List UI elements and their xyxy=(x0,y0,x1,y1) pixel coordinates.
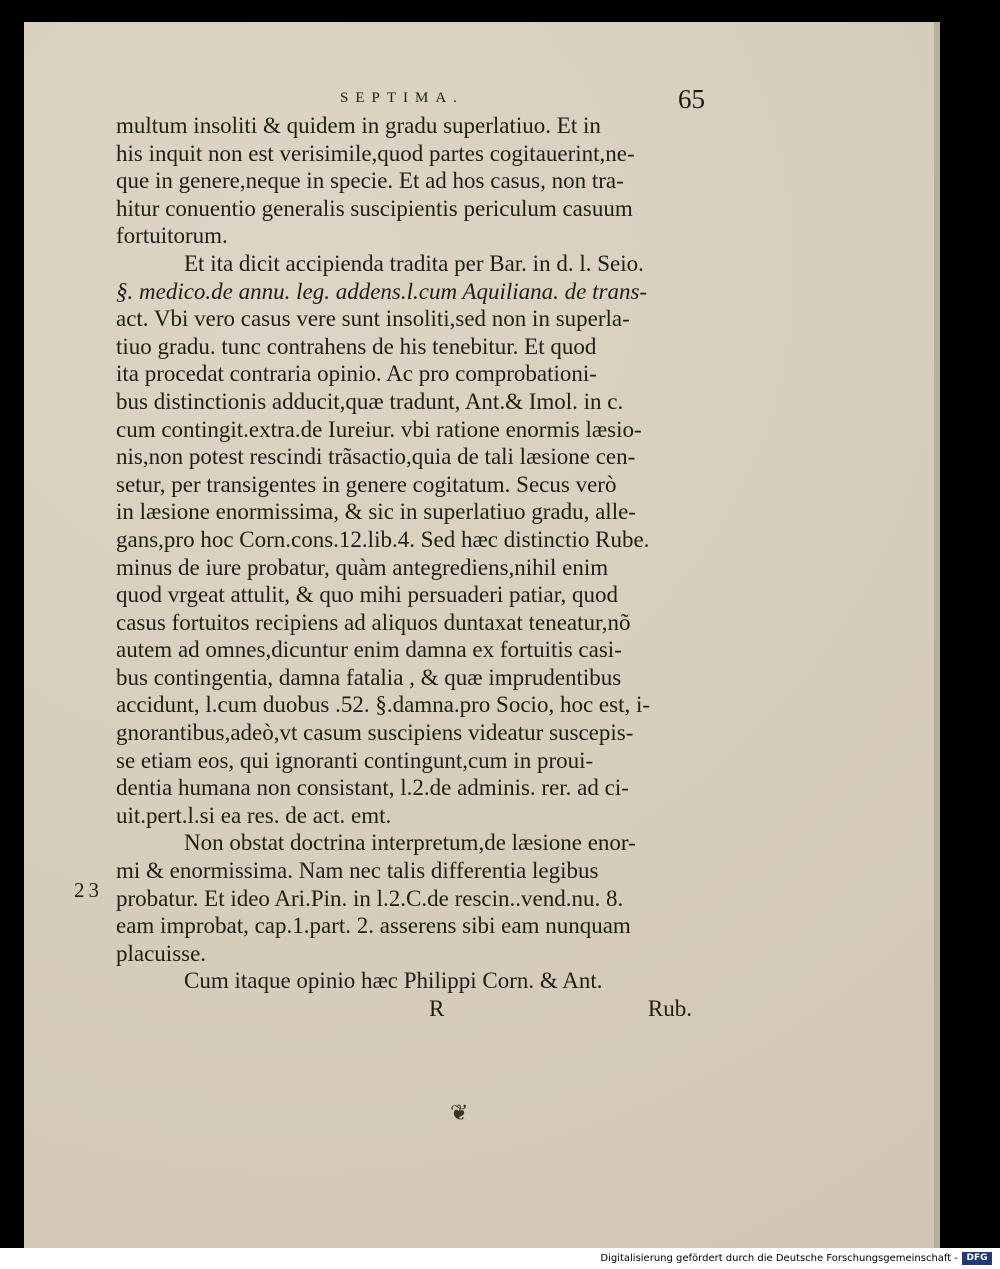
text-line: multum insoliti & quidem in gradu superlatiuo. Et in xyxy=(116,113,601,138)
text-line: eam improbat, cap.1.part. 2. asserens sibi eam nunquam xyxy=(116,913,631,939)
text-line: minus de iure probatur, quàm antegrediens,nihil enim xyxy=(116,554,609,580)
body-text xyxy=(116,112,702,1023)
text-line: in læsione enormissima, & sic in superlatiuo gradu, alle- xyxy=(116,499,636,525)
text-line: uit.pert.l.si ea res. de act. emt. xyxy=(116,802,392,828)
margin-number: 23 xyxy=(74,878,103,902)
text-line: casus fortuitos recipiens ad aliquos duntaxat teneatur,nõ xyxy=(116,609,631,635)
text-line: his inquit non est verisimile,quod partes cogitauerint,ne- xyxy=(116,140,635,166)
text-line: gnorantibus,adeò,vt casum suscipiens videatur suscepis- xyxy=(116,720,634,746)
footer-credit: Digitalisierung gefördert durch die Deutsche Forschungsgemeinschaft - xyxy=(600,1253,958,1264)
page-edge xyxy=(934,22,940,1248)
text-line: cum contingit.extra.de Iureiur. vbi ratione enormis læsio- xyxy=(116,416,642,442)
text-line: Et ita dicit accipienda tradita per Bar. in d. l. Seio. xyxy=(184,250,644,276)
text-line: dentia humana non consistant, l.2.de adminis. rer. ad ci- xyxy=(116,775,629,801)
signature-mark: R xyxy=(429,996,445,1021)
text-line: Cum itaque opinio hæc Philippi Corn. & Ant. xyxy=(184,968,603,994)
text-line: tiuo gradu. tunc contrahens de his tenebitur. Et quod xyxy=(116,333,597,359)
catchline xyxy=(116,995,702,1023)
text-line: accidunt, l.cum duobus .52. §.damna.pro Socio, hoc est, i- xyxy=(116,692,651,718)
ornament-icon: ❦ xyxy=(450,1100,469,1125)
text-line: ita procedat contraria opinio. Ac pro comprobationi- xyxy=(116,361,597,387)
text-line: se etiam eos, qui ignoranti contingunt,cum in proui- xyxy=(116,747,594,773)
catchword: Rub. xyxy=(647,996,692,1021)
text-line: placuisse. xyxy=(116,940,207,966)
text-line: probatur. Et ideo Ari.Pin. in l.2.C.de rescin..vend.nu. 8. xyxy=(116,885,624,911)
text-line: §. medico.de annu. leg. addens.l.cum Aquiliana. de trans- xyxy=(116,278,648,304)
text-line: mi & enormissima. Nam nec talis differentia legibus xyxy=(116,858,599,884)
text-line: act. Vbi vero casus vere sunt insoliti,sed non in superla- xyxy=(116,306,630,332)
text-line: fortuitorum. xyxy=(116,223,228,249)
text-line: bus contingentia, damna fatalia , & quæ imprudentibus xyxy=(116,664,622,690)
text-line: Non obstat doctrina interpretum,de læsione enor- xyxy=(184,830,636,856)
text-line: nis,non potest rescindi trãsactio,quia de tali læsione cen- xyxy=(116,444,636,470)
text-line: hitur conuentio generalis suscipientis periculum casuum xyxy=(116,195,633,221)
text-line: que in genere,neque in specie. Et ad hos casus, non tra- xyxy=(116,168,624,194)
text-line: bus distinctionis adducit,quæ tradunt, Ant.& Imol. in c. xyxy=(116,388,624,414)
text-line: gans,pro hoc Corn.cons.12.lib.4. Sed hæc distinctio Rube. xyxy=(116,526,650,552)
text-line: setur, per transigentes in genere cogitatum. Secus verò xyxy=(116,471,617,497)
text-line: autem ad omnes,dicuntur enim damna ex fortuitis casi- xyxy=(116,637,622,663)
dfg-logo: DFG xyxy=(962,1252,992,1265)
page-number: 65 xyxy=(678,84,705,114)
text-line: quod vrgeat attulit, & quo mihi persuaderi patiar, quod xyxy=(116,582,618,608)
running-head: SEPTIMA. xyxy=(340,90,464,106)
